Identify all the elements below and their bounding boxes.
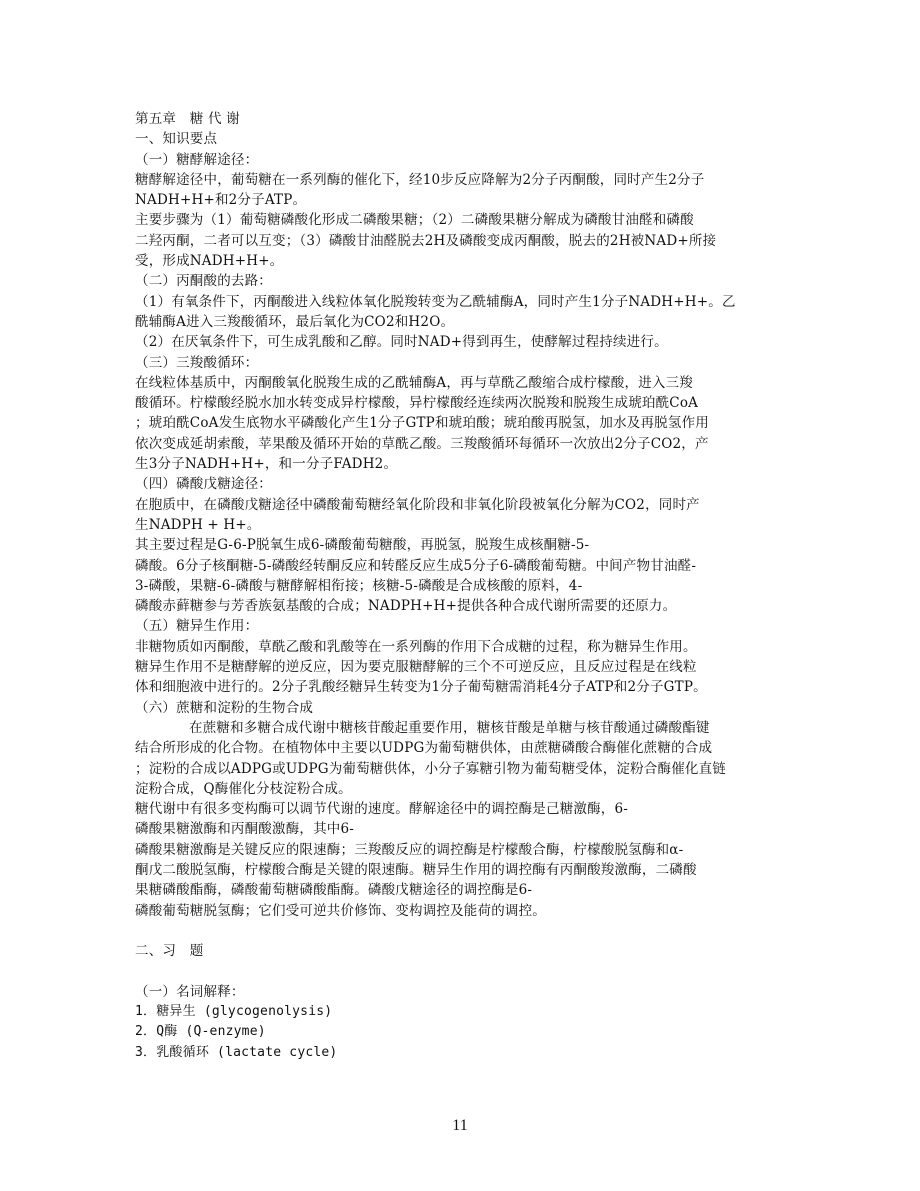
subsection-heading: （三）三羧酸循环：: [135, 354, 259, 371]
text-line: 磷酸果糖激酶和丙酮酸激酶，其中6-: [135, 821, 355, 838]
chapter-title: 第五章 糖 代 谢: [135, 111, 240, 127]
blank-line: [135, 961, 785, 981]
text-line: 受，形成NADH+H+。: [135, 253, 284, 270]
text-line: 磷酸赤藓糖参与芳香族氨基酸的合成；NADPH+H+提供各种合成代谢所需要的还原力。: [135, 598, 677, 615]
text-line: 其主要过程是G-6-P脱氧生成6-磷酸葡萄糖酸，再脱氢，脱羧生成核酮糖-5-: [135, 537, 590, 554]
subsection-heading: （六）蔗糖和淀粉的生物合成: [135, 699, 314, 716]
text-line: 淀粉合成，Q酶催化分枝淀粉合成。: [135, 780, 352, 797]
text-line: 在线粒体基质中，丙酮酸氧化脱羧生成的乙酰辅酶A，再与草酰乙酸缩合成柠檬酸，进入三羧: [135, 374, 693, 391]
text-line: 磷酸果糖激酶是关键反应的限速酶；三羧酸反应的调控酶是柠檬酸合酶，柠檬酸脱氢酶和α-: [135, 841, 684, 858]
term-item: 2．Q酶 (Q-enzyme): [135, 1024, 266, 1040]
text-line: （1）有氧条件下，丙酮酸进入线粒体氧化脱羧转变为乙酰辅酶A，同时产生1分子NADH+H+。乙: [135, 293, 736, 310]
text-line: 酮戊二酸脱氢酶，柠檬酸合酶是关键的限速酶。糖异生作用的调控酶有丙酮酸羧激酶，二磷酸: [135, 861, 697, 878]
term-item: 3．乳酸循环 (lactate cycle): [135, 1044, 338, 1060]
text-line: 磷酸葡萄糖脱氢酶；它们受可逆共价修饰、变构调控及能荷的调控。: [135, 902, 546, 919]
text-line: 非糖物质如丙酮酸，草酰乙酸和乳酸等在一系列酶的作用下合成糖的过程，称为糖异生作用。: [135, 638, 697, 655]
text-line: 糖酵解途径中，葡萄糖在一系列酶的催化下，经10步反应降解为2分子丙酮酸，同时产生2分子: [135, 171, 705, 188]
text-line: 生NADPH + H+。: [135, 516, 261, 533]
text-line: 糖异生作用不是糖酵解的逆反应，因为要克服糖酵解的三个不可逆反应，且反应过程是在线粒: [135, 659, 697, 676]
text-line: ；琥珀酰CoA发生底物水平磷酸化产生1分子GTP和琥珀酸；琥珀酸再脱氢，加水及再脱氢作用: [135, 415, 709, 432]
text-line: 果糖磷酸酯酶，磷酸葡萄糖磷酸酯酶。磷酸戊糖途径的调控酶是6-: [135, 882, 533, 899]
section-heading: 二、习 题: [135, 943, 204, 960]
section-heading: 一、知识要点: [135, 131, 218, 148]
text-line: 依次变成延胡索酸，苹果酸及循环开始的草酰乙酸。三羧酸循环每循环一次放出2分子CO2，产: [135, 435, 709, 452]
text-line: 磷酸。6分子核酮糖-5-磷酸经转酮反应和转醛反应生成5分子6-磷酸葡萄糖。中间产物甘油醛-: [135, 557, 697, 574]
text-line: 酰辅酶A进入三羧酸循环，最后氧化为CO2和H2O。: [135, 313, 455, 330]
text-line: 在胞质中，在磷酸戊糖途径中磷酸葡萄糖经氧化阶段和非氧化阶段被氧化分解为CO2，同时产: [135, 496, 700, 513]
text-line: 二羟丙酮，二者可以互变；（3）磷酸甘油醛脱去2H及磷酸变成丙酮酸，脱去的2H被NAD+所接: [135, 232, 717, 249]
subsection-heading: （一）糖酵解途径：: [135, 151, 259, 168]
text-line: 结合所形成的化合物。在植物体中主要以UDPG为葡萄糖供体，由蔗糖磷酸合酶催化蔗糖的合成: [135, 740, 713, 757]
text-line: 生3分子NADH+H+，和一分子FADH2。: [135, 456, 398, 473]
text-line: ；淀粉的合成以ADPG或UDPG为葡萄糖供体，小分子寡糖引物为葡萄糖受体，淀粉合酶催化直链: [135, 760, 727, 777]
text-line: 酸循环。柠檬酸经脱水加水转变成异柠檬酸，异柠檬酸经连续两次脱羧和脱羧生成琥珀酰CoA: [135, 395, 699, 412]
term-item: 1．糖异生 (glycogenolysis): [135, 1004, 333, 1020]
text-line: 3-磷酸，果糖-6-磷酸与糖酵解相衔接；核糖-5-磷酸是合成核酸的原料，4-: [135, 577, 583, 594]
text-line: 在蔗糖和多糖合成代谢中糖核苷酸起重要作用，糖核苷酸是单糖与核苷酸通过磷酸酯键: [189, 719, 710, 736]
page-number: 11: [452, 1117, 468, 1134]
text-line: 体和细胞液中进行的。2分子乳酸经糖异生转变为1分子葡萄糖需消耗4分子ATP和2分子GTP。: [135, 679, 707, 696]
document-body: [135, 109, 785, 1063]
text-line: NADH+H+和2分子ATP。: [135, 192, 307, 209]
text-line: （2）在厌氧条件下，可生成乳酸和乙醇。同时NAD+得到再生，使酵解过程持续进行。: [135, 334, 668, 351]
subsection-heading: （五）糖异生作用：: [135, 618, 259, 635]
subsection-heading: （一）名词解释：: [135, 983, 245, 1000]
subsection-heading: （四）磷酸戊糖途径：: [135, 476, 272, 493]
text-line: 糖代谢中有很多变构酶可以调节代谢的速度。酵解途径中的调控酶是己糖激酶，6-: [135, 801, 629, 818]
text-line: 主要步骤为（1）葡萄糖磷酸化形成二磷酸果糖；（2）二磷酸果糖分解成为磷酸甘油醛和磷酸: [135, 212, 694, 229]
subsection-heading: （二）丙酮酸的去路：: [135, 273, 272, 290]
blank-line: [135, 921, 785, 941]
